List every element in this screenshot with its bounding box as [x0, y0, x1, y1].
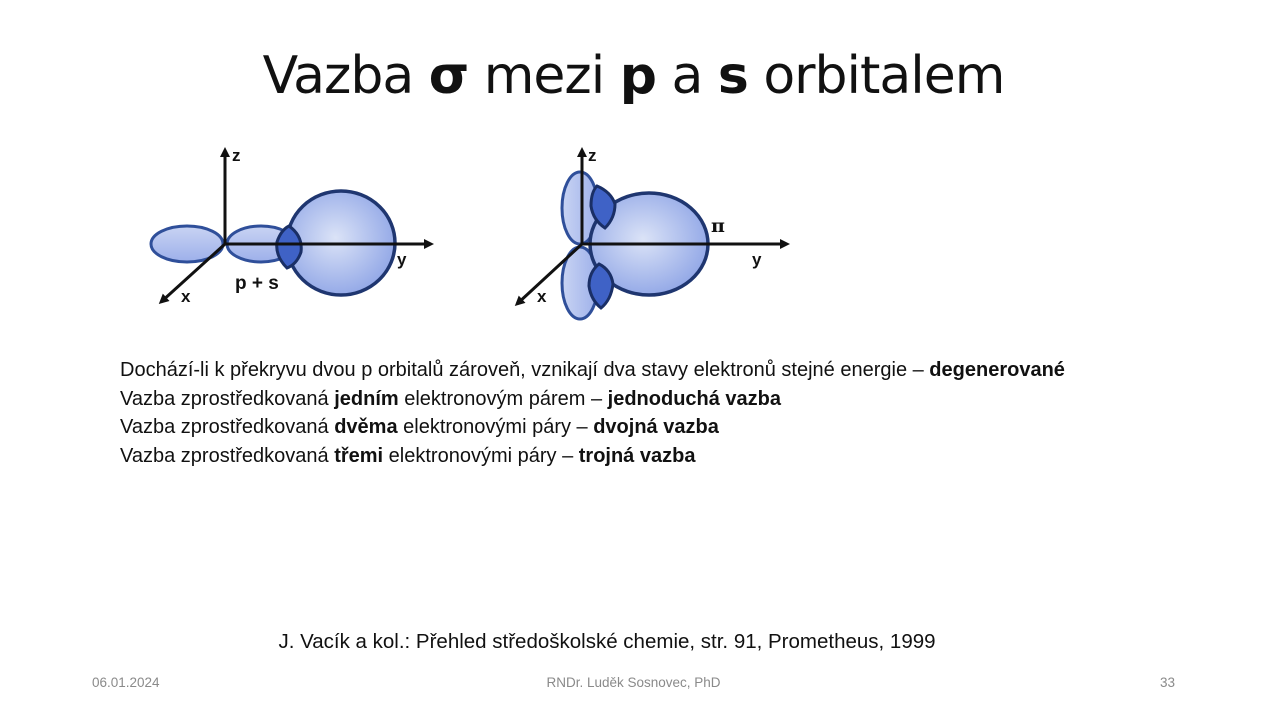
orbital-diagram-p-s [145, 140, 445, 320]
text-run: elektronovým párem – [398, 387, 608, 410]
text-bold: třemi [334, 444, 384, 467]
text-bold: jedním [334, 387, 399, 410]
text-run: Vazba zprostředkovaná [120, 387, 335, 410]
axis-label-x: x [537, 287, 547, 306]
citation: J. Vacík a kol.: Přehled středoškolské chemie, str. 91, Prometheus, 1999 [278, 630, 936, 653]
title-part: orbitalem [747, 46, 1005, 106]
overlap-region [277, 226, 302, 268]
text-run: Vazba zprostředkovaná [120, 444, 335, 467]
text-bold: dvojná vazba [593, 416, 719, 438]
text-bold: dvěma [334, 416, 398, 438]
diagram-label-pi: π [711, 215, 725, 237]
axis-label-z: z [232, 146, 241, 165]
slide-title [0, 44, 1267, 108]
text-bold: degenerované [929, 359, 1065, 381]
axis-label-y: y [397, 250, 407, 269]
title-part: Vazba [262, 46, 429, 106]
title-part: mezi [468, 46, 620, 106]
axis-label-z: z [588, 146, 597, 165]
orbital-diagram-pi [505, 140, 805, 325]
text-line [120, 385, 1180, 414]
axis-label-y: y [752, 250, 762, 269]
text-run: Dochází-li k překryvu dvou p orbitalů zároveň, vznikají dva stavy elektronů stejné energie – [120, 359, 930, 381]
text-line [120, 413, 1180, 442]
axis-label-x: x [181, 287, 191, 306]
diagram-label-p-s: p + s [235, 273, 279, 294]
text-line [120, 356, 1180, 385]
text-run: elektronovými páry – [397, 416, 594, 438]
footer-page-number: 33 [1160, 675, 1176, 690]
footer-date: 06.01.2024 [92, 675, 160, 690]
text-run: elektronovými páry – [383, 444, 579, 467]
title-s: s [717, 46, 748, 106]
title-part: a [655, 46, 718, 106]
text-line [120, 442, 1180, 471]
text-bold: trojná vazba [578, 444, 696, 467]
text-bold: jednoduchá vazba [607, 387, 782, 410]
body-text [120, 356, 1180, 470]
text-run: Vazba zprostředkovaná [120, 416, 335, 438]
footer-author: RNDr. Luděk Sosnovec, PhD [546, 675, 721, 690]
title-p: p [619, 46, 656, 106]
title-sigma: σ [428, 46, 469, 106]
